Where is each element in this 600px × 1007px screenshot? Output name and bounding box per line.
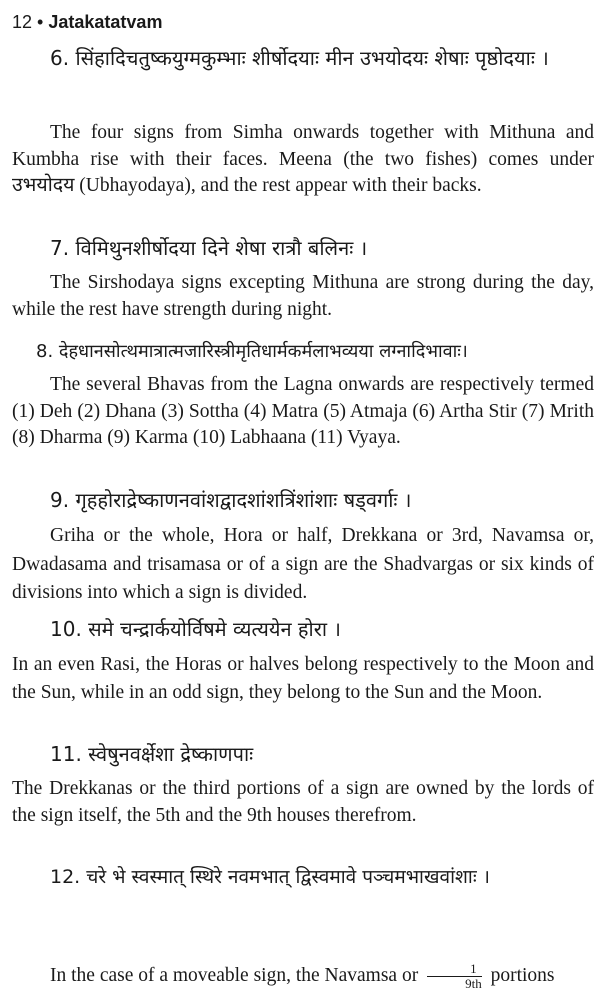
running-header: [12, 12, 162, 33]
final-text: In the case of a moveable sign, the Navamsa or: [50, 964, 419, 986]
fraction-numerator: 1: [427, 962, 482, 977]
bullet: •: [37, 12, 44, 32]
sloka-8: 8. देहधानसोत्थमात्रात्मजारिस्त्रीमृतिधार्मकर्मलाभव्यया लग्नादिभावाः।: [36, 341, 468, 362]
translation-10: In an even Rasi, the Horas or halves belong respectively to the Moon and the Sun, while in an odd sign, they belong to the Sun and the Moon.: [12, 654, 594, 703]
final-text-after: portions: [490, 964, 555, 986]
translation-6: The four signs from Simha onwards together with Mithuna and Kumbha rise with their faces. Meena (the two fishes) comes under उभयोदय (Ubhayodaya), and the rest appear with their backs.: [12, 122, 594, 196]
sloka-9: 9. गृहहोराद्रेष्काणनवांशद्वादशांशत्रिंशांशाः षड्वर्गाः ।: [50, 488, 412, 512]
translation-7: The Sirshodaya signs excepting Mithuna are strong during the day, while the rest have strength during night.: [12, 272, 594, 320]
sloka-6: 6. सिंहादिचतुष्कयुग्मकुम्भाः शीर्षोदयाः मीन उभयोदयः शेषाः पृष्ठोदयाः ।: [50, 46, 549, 70]
sloka-10: 10. समे चन्द्रार्कयोर्विषमे व्यत्ययेन होरा ।: [50, 617, 341, 641]
fraction: [427, 962, 482, 991]
page-number: 12: [12, 12, 33, 32]
book-title: Jatakatatvam: [48, 12, 163, 32]
translation-9: Griha or the whole, Hora or half, Drekkana or 3rd, Navamsa or, Dwadasama and trisamasa or of a sign are the Shadvargas or six kinds of divisions into which a sign is divided.: [12, 525, 594, 603]
sloka-12: 12. चरे भे स्वस्मात् स्थिरे नवमभात् द्विस्वमावे पञ्चमभाखवांशाः ।: [50, 866, 490, 888]
translation-11: The Drekkanas or the third portions of a sign are owned by the lords of the sign itself, the 5th and the 9th houses therefrom.: [12, 778, 594, 826]
translation-12: [12, 962, 594, 991]
sloka-7: 7. विमिथुनशीर्षोदया दिने शेषा रात्रौ बलिनः ।: [50, 236, 368, 260]
fraction-denominator: 9th: [465, 976, 482, 991]
translation-8: The several Bhavas from the Lagna onwards are respectively termed (1) Deh (2) Dhana (3) Sottha (4) Matra (5) Atmaja (6) Artha Stir (7) Mrith (8) Dharma (9) Karma (10) Labhaana (11) Vyaya.: [12, 374, 594, 448]
sloka-11: 11. स्वेषुनवर्क्षेशा द्रेष्काणपाः: [50, 742, 254, 766]
